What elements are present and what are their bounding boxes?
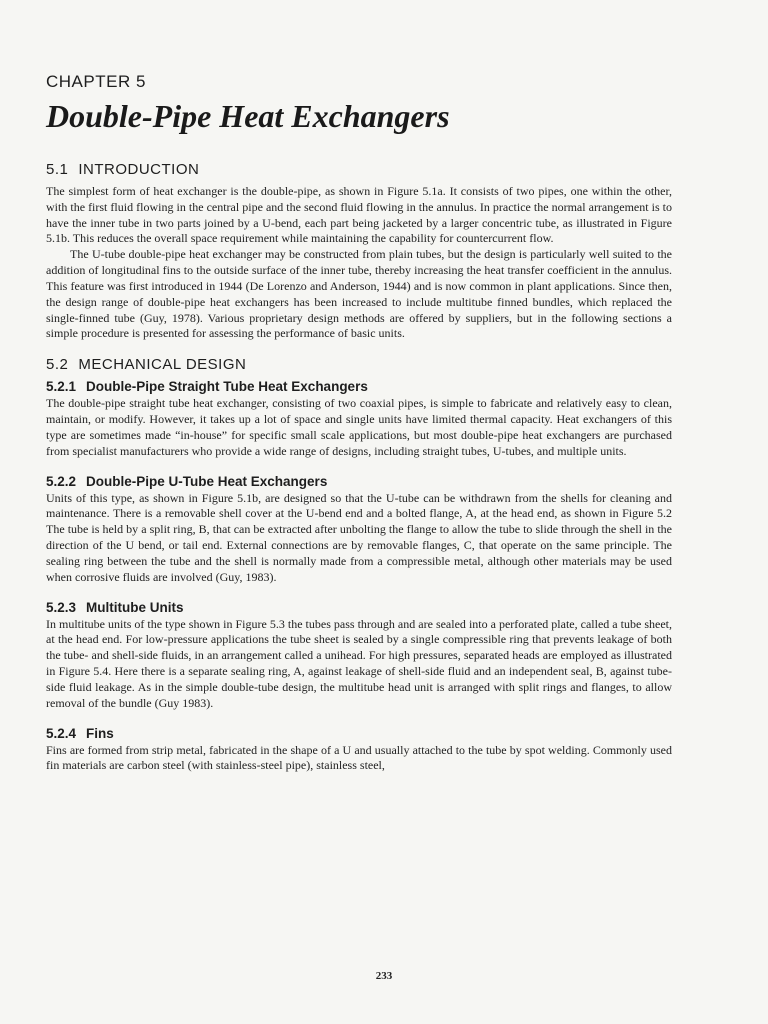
subsection-number: 5.2.4 [46,725,77,741]
subsection-heading-fins [46,726,672,741]
chapter-title: Double-Pipe Heat Exchangers [46,98,450,134]
subsection-title: Double-Pipe U-Tube Heat Exchangers [86,473,328,489]
fins-paragraph: Fins are formed from strip metal, fabricated in the shape of a U and usually attached to the tube by spot welding. Commonly used fin materials are carbon steel (with stainless-steel pipe), stainless steel, [46,742,672,773]
subsection-title: Double-Pipe Straight Tube Heat Exchangers [86,379,368,395]
subsection-number: 5.2.2 [46,473,77,489]
chapter-label: CHAPTER 5 [46,72,146,91]
page-number: 233 [375,970,393,982]
section-title: MECHANICAL DESIGN [78,356,247,374]
section-title: INTRODUCTION [78,161,200,178]
multitube-paragraph: In multitube units of the type shown in Figure 5.3 the tubes pass through and are sealed into a perforated plate, called a tube sheet, at the head end. For low-pressure applications the tube sheet is sealed by a single compressible ring that prevents leakage of both the tube- and shell-side fluids, in an arrangement called a unihead. For high pressures, separated heads are employed as illustrated in Figure 5.4. Here there is a separate sealing ring, A, against leakage of shell-side fluid and an independent seal, B, against tube-side fluid leakage. As in the simple double-tube design, the multitube head unit is arranged with split rings and flanges, to allow removal of the bundle (Guy 1983). [46,616,672,710]
straight-tube-paragraph: The double-pipe straight tube heat exchanger, consisting of two coaxial pipes, is simple to fabricate and relatively easy to clean, maintain, or modify. However, it takes up a lot of space and single units have limited thermal capacity. Heat exchangers of this type are sometimes made “in-house” for specific small scale applications, but most double-pipe heat exchangers are purchased from specialist manufacturers who provide a wide range of designs, including straight tubes, U-tubes, and multiple units. [46,396,672,458]
subsection-title: Multitube Units [86,599,184,615]
subsection-title: Fins [86,725,114,741]
u-tube-paragraph: Units of this type, as shown in Figure 5.1b, are designed so that the U-tube can be withdrawn from the shells for cleaning and maintenance. There is a removable shell cover at the U-bend end and a bolted flange, A, at the head end, as shown in Figure 5.2 The tube is held by a split ring, B, that can be extracted after unbolting the flange to allow the tube to slide through the shell in the direction of the U bend, or tail end. External connections are by removable flanges, C, that operate on the same principle. The sealing ring between the tube and the shell is normally made from a compressible metal, although other materials may be used when corrosive fluids are involved (Guy, 1983). [46,490,672,584]
section-heading-mechanical-design [46,356,672,373]
intro-paragraph: The simplest form of heat exchanger is the double-pipe, as shown in Figure 5.1a. It consists of two pipes, one within the other, with the first fluid flowing in the central pipe and the second fluid flowing in the annulus. In practice the normal arrangement is to have the inner tube in two parts joined by a U-bend, each part being jacketed by a larger concentric tube, as illustrated in Figure 5.1b. This reduces the overall space requirement while maintaining the capability for countercurrent flow. [46,184,672,246]
subsection-heading-multitube [46,600,672,615]
intro-paragraph: The U-tube double-pipe heat exchanger may be constructed from plain tubes, but the design is particularly well suited to the addition of longitudinal fins to the outside surface of the inner tube, thereby increasing the heat transfer coefficient in the annulus. This feature was first introduced in 1944 (De Lorenzo and Anderson, 1944) and is now common in plant applications. Since then, the design range of double-pipe heat exchangers has been increased to include multitube finned bundles, which replaced the single-finned tube (Guy, 1978). Various proprietary design methods are offered by suppliers, but in the following sections a simple procedure is presented for assessing the performance of basic units. [46,247,672,341]
subsection-heading-straight-tube [46,379,672,394]
subsection-number: 5.2.3 [46,599,77,615]
subsection-number: 5.2.1 [46,379,77,395]
section-number: 5.2 [46,356,69,374]
section-heading-introduction [46,161,672,178]
subsection-heading-u-tube [46,474,672,489]
section-number: 5.1 [46,161,69,178]
